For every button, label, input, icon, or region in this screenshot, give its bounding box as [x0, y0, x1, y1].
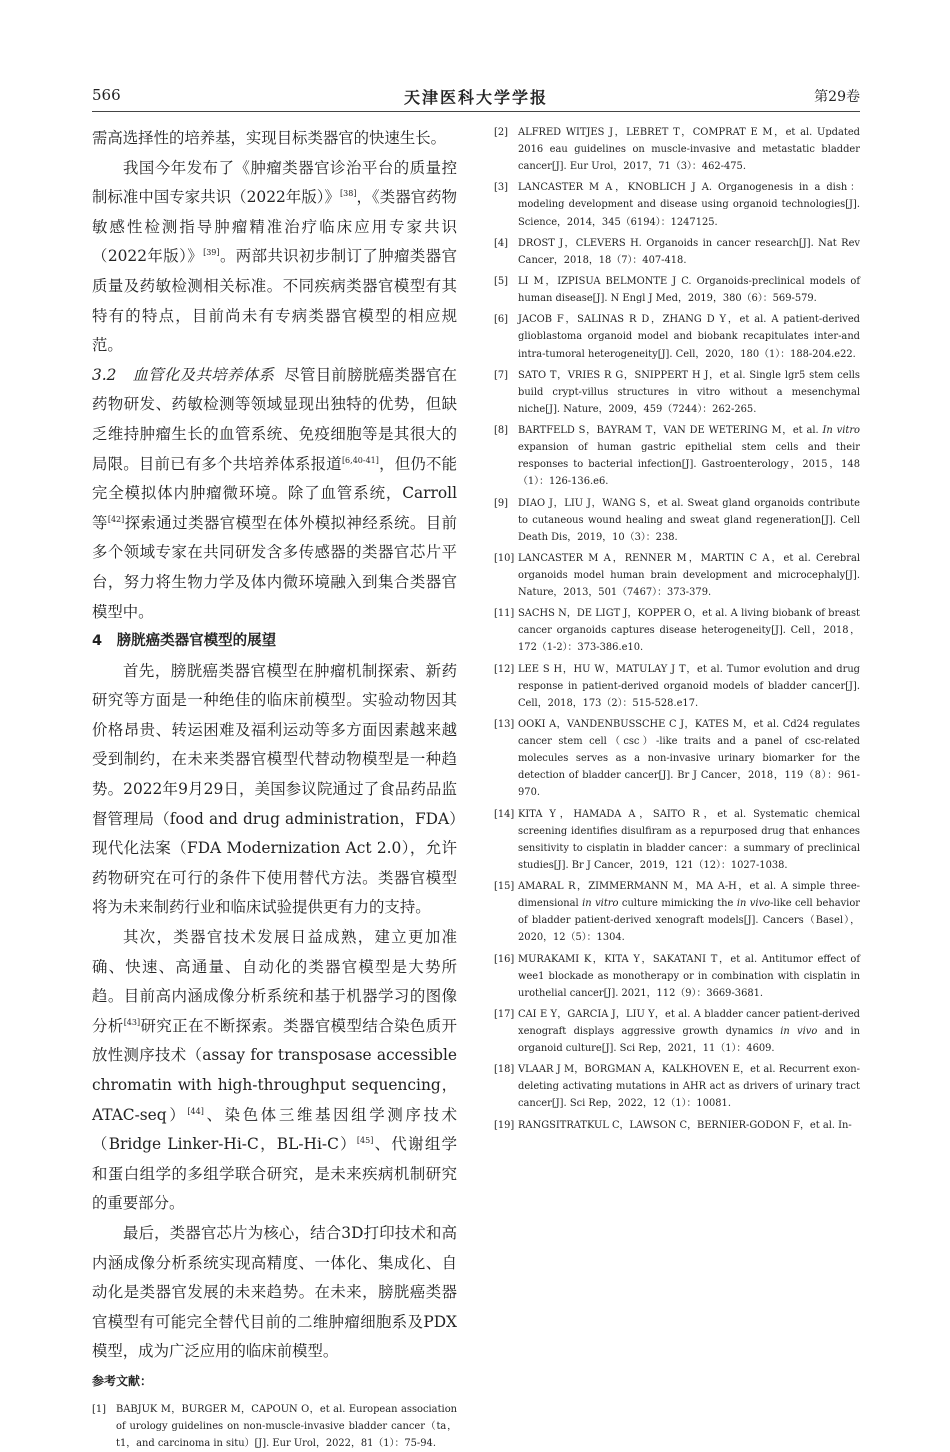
- references-heading: 参考文献：: [92, 1373, 153, 1388]
- reference-item: [10] LANCASTER M A，RENNER M，MARTIN C A，et al. Cerebral organoids model human brain development and microcephaly[J]. Nature，2013，501（7467）：373-379.: [494, 552, 860, 599]
- reference-item: [11] SACHS N，DE LIGT J，KOPPER O，et al. A living biobank of breast cancer organoids captures disease heterogeneity[J]. Cell，2018，172（1-2）：373-386.e10.: [494, 608, 860, 654]
- reference-item: [8] BARTFELD S，BAYRAM T，VAN DE WETERING M，et al. In vitro expansion of human gastric epithelial stem cells and their responses to bacterial infection[J]. Gastroenterology，2015，148（1）：126-136.e6.: [494, 425, 861, 488]
- reference-item: [9] DIAO J，LIU J，WANG S，et al. Sweat gland organoids contribute to cutaneous wound healing and sweat gland regeneration[J]. Cell Death Dis，2019，10（3）：238.: [494, 497, 860, 543]
- right-column: [494, 124, 860, 1138]
- reference-item: [19] RANGSITRATKUL C，LAWSON C，BERNIER-GODON F，et al. In-: [494, 1119, 852, 1131]
- paragraph-firstly: 首先，膀胱癌类器官模型在肿瘤机制探索、新药研究等方面是一种绝佳的临床前模型。实验动物因其价格昂贵、转运困难及福利运动等多方面因素越来越受到制约，在未来类器官模型代替动物模型是一种趋势。2022年9月29日，美国参议院通过了食品药品监督管理局（food and drug administration，FDA）现代化法案（FDA Modernization Act 2.0），允许药物研究在可行的条件下使用替代方法。类器官模型将为未来制药行业和临床试验提供更有力的支持。: [92, 661, 457, 917]
- citation: [43]: [123, 1017, 141, 1027]
- reference-item: [14] KITA Y，HAMADA A，SAITO R，et al. Systematic chemical screening identifies disulfiram as a repurposed drug that enhances sensitivity to cisplatin in bladder cancer：a summary of preclinical studies[J]. Br J Cancer，2019，121（12）：1027-1038.: [494, 808, 860, 871]
- reference-item: [7] SATO T，VRIES R G，SNIPPERT H J，et al. Single lgr5 stem cells build crypt-villus structures in vitro without a mesenchymal niche[J]. Nature，2009，459（7244）：262-265.: [494, 369, 860, 415]
- running-header: [92, 86, 860, 108]
- journal-title: 天津医科大学学报: [403, 88, 548, 107]
- header-rule: [92, 111, 860, 112]
- section-heading-4: 4 膀胱癌类器官模型的展望: [92, 633, 277, 650]
- subsection-heading: 3.2 血管化及共培养体系: [92, 365, 275, 384]
- reference-text: BABJUK M，BURGER M，CAPOUN O，et al. European association of urology guidelines on non-muscle-invasive bladder cancer（ta，t1，and carcinoma in situ）[J]. Eur Urol，2022，81（1）：75-94.: [116, 1403, 457, 1450]
- paragraph-secondly: 其次，类器官技术发展日益成熟，建立更加准确、快速、高通量、自动化的类器官模型是大势所趋。目前高内涵成像分析系统和基于机器学习的图像分析[43]研究正在不断探索。类器官模型结合染色质开放性测序技术（assay for transposase accessible chromatin with high-throughput sequencing，ATAC-seq）[44]、染色体三维基因组学测序技术（Bridge Linker-Hi-C，BL-Hi-C）[45]、代谢组学和蛋白组学的多组学联合研究，是未来疾病机制研究的重要部分。: [92, 928, 457, 1213]
- reference-item: [92, 1401, 457, 1452]
- citation: [44]: [187, 1106, 204, 1116]
- volume-label: 第29卷: [814, 89, 860, 105]
- page-number: 566: [92, 86, 121, 104]
- reference-item: [17] CAI E Y，GARCIA J，LIU Y，et al. A bladder cancer patient-derived xenograft displays aggressive growth dynamics in vivo and in organoid culture[J]. Sci Rep，2021，11（1）：4609.: [494, 1008, 861, 1055]
- paragraph-continuation: 需高选择性的培养基，实现目标类器官的快速生长。: [92, 129, 446, 147]
- citation: [39]: [203, 248, 220, 258]
- paragraph-finally: 最后，类器官芯片为核心，结合3D打印技术和高内涵成像分析系统实现高精度、一体化、集成化、自动化是类器官发展的未来趋势。在未来，膀胱癌类器官模型有可能完全替代目前的二维肿瘤细胞系及PDX模型，成为广泛应用的临床前模型。: [92, 1223, 457, 1361]
- reference-item: [16] MURAKAMI K，KITA Y，SAKATANI T，et al. Antitumor effect of wee1 blockade as monotherapy or in combination with cisplatin in urothelial cancer[J]. 2021，112（9）：3669-3681.: [494, 953, 860, 999]
- subsection-3-2: 3.2 血管化及共培养体系 尽管目前膀胱癌类器官在药物研发、药敏检测等领域显现出独特的优势，但缺乏维持肿瘤生长的血管系统、免疫细胞等是其很大的局限。目前已有多个共培养体系报道[6,40-41]，但仍不能完全模拟体内肿瘤微环境。除了血管系统，Carroll 等[42]探索通过类器官模型在体外模拟神经系统。目前多个领域专家在共同研发含多传感器的类器官芯片平台，努力将生物力学及体内微环境融入到集合类器官模型中。: [92, 365, 457, 621]
- reference-item: [12] LEE S H，HU W，MATULAY J T，et al. Tumor evolution and drug response in patient-derived organoid models of bladder cancer[J]. Cell，2018，173（2）：515-528.e17.: [494, 663, 860, 709]
- reference-item: [18] VLAAR J M，BORGMAN A，KALKHOVEN E，et al. Recurrent exon-deleting activating mutations in AHR act as drivers of urinary tract cancer[J]. Sci Rep，2022，12（1）：10081.: [494, 1064, 860, 1110]
- reference-number: [1]: [92, 1403, 106, 1415]
- reference-item: [6] JACOB F，SALINAS R D，ZHANG D Y，et al. A patient-derived glioblastoma organoid model and biobank recapitulates inter-and intra-tumoral heterogeneity[J]. Cell，2020，180（1）：188-204.e22.: [494, 314, 860, 360]
- citation: [45]: [356, 1136, 374, 1146]
- citation: [42]: [107, 514, 125, 524]
- left-column: [92, 124, 457, 1452]
- reference-item: [2] ALFRED WITJES J，LEBRET T，COMPRAT E M，et al. Updated 2016 eau guidelines on muscle-invasive and metastatic bladder cancer[J]. Eur Urol，2017，71（3）：462-475.: [494, 127, 860, 173]
- paragraph-consensus: 我国今年发布了《肿瘤类器官诊治平台的质量控制标准中国专家共识（2022年版）》[38]，《类器官药物敏感性检测指导肿瘤精准治疗临床应用专家共识（2022年版）》[39]。两部共识初步制订了肿瘤类器官质量及药敏检测相关标准。不同疾病类器官模型有其特有的特点，目前尚未有专病类器官模型的相应规范。: [92, 158, 457, 355]
- reference-item: [15] AMARAL R，ZIMMERMANN M，MA A-H，et al. A simple three-dimensional in vitro culture mimicking the in vivo-like cell behavior of bladder patient-derived xenograft models[J]. Cancers（Basel），2020，12（5）：1304.: [494, 881, 860, 944]
- reference-item: [13] OOKI A，VANDENBUSSCHE C J，KATES M，et al. Cd24 regulates cancer stem cell（csc）-like traits and a panel of csc-related molecules serves as a non-invasive urinary biomarker for the detection of bladder cancer[J]. Br J Cancer，2018，119（8）：961-970.: [494, 719, 860, 799]
- citation: [38]: [340, 189, 357, 199]
- citation: [6,40-41]: [341, 455, 379, 465]
- reference-item: [3] LANCASTER M A，KNOBLICH J A. Organogenesis in a dish：modeling development and disease using organoid technologies[J]. Science，2014，345（6194）：1247125.: [494, 182, 860, 228]
- reference-item: [4] DROST J，CLEVERS H. Organoids in cancer research[J]. Nat Rev Cancer，2018，18（7）：407-418.: [494, 237, 860, 266]
- reference-item: [5] LI M，IZPISUA BELMONTE J C. Organoids-preclinical models of human disease[J]. N Engl J Med，2019，380（6）：569-579.: [494, 276, 860, 305]
